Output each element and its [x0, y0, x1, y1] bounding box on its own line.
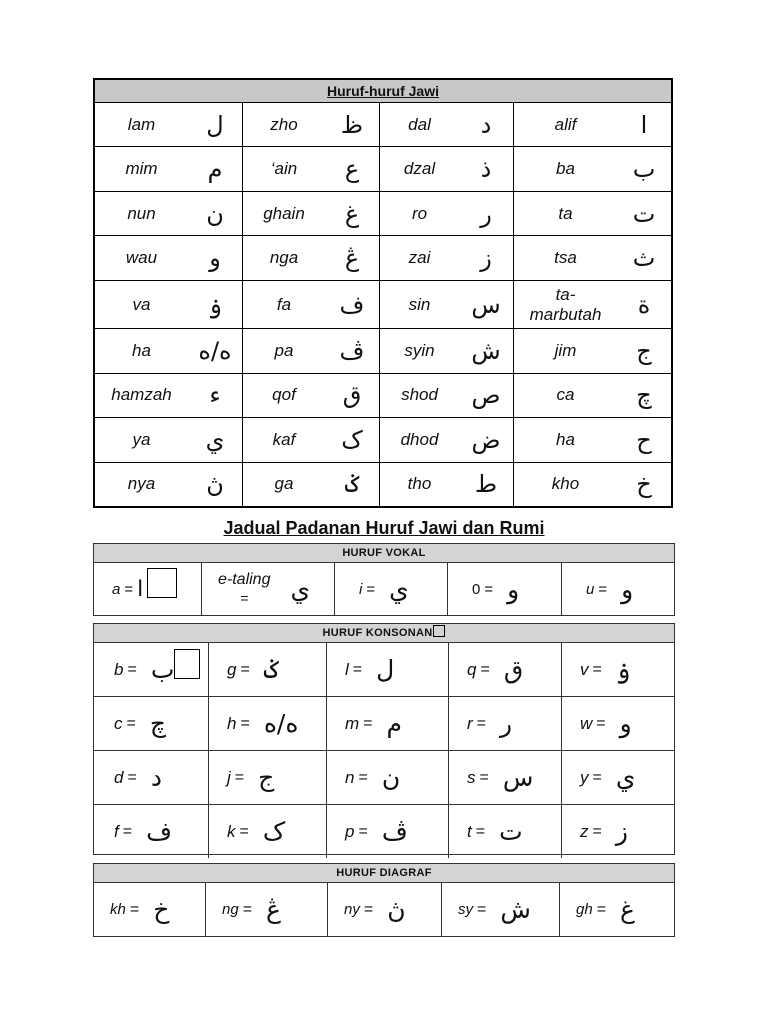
rumi-name: ro [411, 203, 428, 223]
consonant-jawi: ق [503, 655, 524, 684]
rumi-name: syin [404, 341, 435, 361]
jawi-letter: و [209, 243, 221, 272]
equals-sign: = [480, 660, 490, 678]
equals-sign: = [122, 822, 133, 840]
digraph-table [93, 863, 675, 937]
jawi-letter-cell [514, 236, 671, 279]
equals-sign: = [124, 580, 134, 598]
equals-sign: = [596, 714, 606, 732]
consonant-header [94, 624, 674, 643]
consonant-cell [327, 751, 449, 804]
jawi-letter: ب [632, 155, 656, 184]
rumi-name: pa [274, 341, 294, 361]
consonant-jawi: ه/ه [263, 709, 299, 738]
consonant-cell [449, 643, 562, 696]
equals-sign: = [127, 768, 137, 786]
consonant-cell [562, 643, 674, 696]
empty-box-icon [147, 568, 177, 598]
jawi-letter: ذ [480, 155, 492, 184]
rumi-name: fa [276, 294, 292, 314]
jawi-letter-cell [514, 463, 671, 506]
rumi-name: ya [132, 429, 151, 449]
empty-box-icon [433, 625, 445, 637]
jawi-letter: ي [205, 425, 225, 454]
consonant-label: s [467, 767, 476, 787]
jawi-table-row [95, 374, 671, 418]
digraph-label: ng [222, 901, 239, 918]
equals-sign: = [363, 900, 374, 918]
rumi-name: mim [125, 159, 158, 179]
digraph-cell [442, 883, 560, 936]
digraph-row [94, 883, 674, 936]
jawi-letter-cell [243, 192, 380, 235]
consonant-jawi: ۏ [615, 655, 631, 684]
consonant-jawi: م [386, 709, 402, 738]
consonant-jawi: د [150, 763, 162, 792]
jawi-letter-cell [514, 103, 671, 146]
digraph-label: ny [344, 901, 360, 918]
jawi-table-row [95, 236, 671, 280]
consonant-label: r [467, 713, 473, 733]
rumi-name: nga [269, 247, 299, 267]
consonant-cell [209, 805, 327, 858]
jawi-letter-cell [380, 418, 514, 461]
equals-sign: = [596, 900, 607, 918]
consonant-jawi: چ [149, 709, 166, 738]
equals-sign: = [352, 660, 363, 678]
jawi-letter-cell [380, 281, 514, 329]
consonant-label: k [227, 821, 236, 841]
rumi-name: nya [127, 474, 156, 494]
jawi-table-row [95, 418, 671, 462]
equals-sign: = [239, 822, 249, 840]
vowel-header: HURUF VOKAL [94, 544, 674, 563]
jawi-table-header [95, 80, 671, 103]
jawi-letter-cell [514, 329, 671, 372]
consonant-label: j [227, 767, 231, 787]
empty-box-icon [174, 649, 200, 679]
consonant-row [94, 805, 674, 858]
vowel-table [93, 543, 675, 616]
consonant-label: d [114, 767, 124, 787]
jawi-letter-cell [380, 329, 514, 372]
jawi-letter: ا [640, 110, 648, 139]
consonant-cell [327, 697, 449, 750]
jawi-letter: ف [339, 290, 365, 319]
equals-sign: = [358, 822, 368, 840]
jawi-letter-cell [243, 418, 380, 461]
digraph-cell [206, 883, 328, 936]
jawi-letter-cell [243, 463, 380, 506]
jawi-table-row [95, 103, 671, 147]
rumi-name: tsa [554, 247, 577, 267]
jawi-letter: س [471, 290, 501, 319]
consonant-cell [327, 643, 449, 696]
jawi-letter: م [207, 155, 223, 184]
jawi-table-row [95, 329, 671, 373]
rumi-name: tho [407, 474, 432, 494]
digraph-label: kh [110, 901, 126, 918]
rumi-name: ha [556, 429, 575, 449]
rumi-name: ba [556, 159, 575, 179]
jawi-letter: ه/ه [198, 337, 232, 366]
consonant-cell [94, 805, 209, 858]
jawi-letter: ڠ [344, 243, 360, 272]
consonant-jawi: ت [499, 817, 523, 846]
consonant-jawi: ر [500, 709, 513, 738]
consonant-cell [449, 697, 562, 750]
jawi-letter-cell [95, 103, 243, 146]
rumi-name: jim [554, 341, 577, 361]
consonant-label: f [114, 821, 119, 841]
digraph-jawi: خ [153, 895, 170, 924]
equals-sign: = [242, 900, 253, 918]
vowel-cell [562, 563, 674, 615]
rumi-name: dzal [403, 159, 436, 179]
vowel-jawi: ا [137, 576, 144, 602]
equals-sign: = [240, 660, 250, 678]
jawi-letter-cell [380, 374, 514, 417]
equals-sign: = [234, 768, 245, 786]
jawi-letter-cell [514, 374, 671, 417]
jawi-letter: ت [632, 199, 656, 228]
equals-sign: = [129, 900, 140, 918]
jawi-letter: خ [636, 470, 652, 499]
rumi-name: nun [127, 203, 156, 223]
jawi-letter: ڽ [206, 470, 224, 499]
rumi-name: kho [551, 474, 580, 494]
rumi-name: dhod [400, 429, 439, 449]
consonant-header-text: HURUF KONSONAN [322, 627, 433, 639]
vowel-label: a [112, 580, 121, 598]
jawi-table-title: Huruf-huruf Jawi [327, 83, 439, 99]
jawi-letter: چ [636, 381, 652, 410]
jawi-letter: ج [636, 337, 652, 366]
consonant-jawi: س [502, 763, 534, 792]
jawi-letter-cell [95, 192, 243, 235]
vowel-jawi: ي [389, 574, 409, 604]
digraph-cell [328, 883, 442, 936]
vowel-label: e-taling [218, 571, 271, 588]
jawi-letter-cell [243, 329, 380, 372]
consonant-label: p [345, 821, 355, 841]
consonant-cell [562, 697, 674, 750]
consonant-label: h [227, 713, 237, 733]
rumi-name: ca [556, 385, 575, 405]
vowel-label-etaling [218, 571, 270, 607]
equals-sign: = [126, 714, 136, 732]
jawi-letter: غ [344, 199, 360, 228]
consonant-label: t [467, 821, 472, 841]
consonant-jawi: ف [146, 817, 172, 846]
jawi-table-row [95, 147, 671, 191]
rumi-name: ta [558, 203, 573, 223]
rumi-name: hamzah [111, 385, 172, 405]
consonant-label: l [345, 659, 349, 679]
consonant-jawi: ي [615, 763, 636, 792]
equals-sign: = [240, 590, 249, 606]
equals-sign: = [127, 660, 137, 678]
jawi-letter: ڤ [339, 337, 365, 366]
consonant-cell [94, 751, 209, 804]
jawi-letter-cell [95, 463, 243, 506]
digraph-jawi: ڠ [266, 895, 281, 924]
jawi-table-row [95, 281, 671, 330]
consonant-cell [94, 643, 209, 696]
digraph-header: HURUF DIAGRAF [94, 864, 674, 883]
jawi-letter: ع [344, 155, 360, 184]
digraph-label: sy [458, 901, 473, 918]
rumi-name: ‘ain [270, 159, 298, 179]
rumi-name: alif [554, 114, 577, 134]
jawi-letter: ط [474, 470, 498, 499]
rumi-name: ghain [263, 203, 305, 223]
consonant-jawi: ن [381, 763, 401, 792]
jawi-letter: ش [471, 337, 501, 366]
jawi-letter-cell [243, 103, 380, 146]
consonant-cell [562, 805, 674, 858]
equals-sign: = [475, 822, 486, 840]
jawi-table-row [95, 192, 671, 236]
equals-sign: = [477, 900, 487, 918]
jawi-letter-cell [95, 418, 243, 461]
consonant-label: q [467, 659, 477, 679]
consonant-table [93, 623, 675, 855]
consonant-jawi: ز [615, 817, 628, 846]
rumi-name: lam [127, 114, 156, 134]
rumi-name: ga [274, 474, 294, 494]
equals-sign: = [358, 768, 368, 786]
jawi-letter-cell [95, 147, 243, 190]
jawi-letter-cell [95, 329, 243, 372]
consonant-label: y [580, 767, 589, 787]
rumi-name: ha [132, 341, 151, 361]
jawi-letter-cell [380, 192, 514, 235]
vowel-jawi: و [621, 574, 634, 604]
rumi-name: shod [401, 385, 438, 405]
consonant-jawi: ب [150, 655, 175, 684]
equals-sign: = [476, 714, 487, 732]
jawi-letter: ة [637, 290, 651, 319]
jawi-letter: ق [342, 381, 362, 410]
consonant-label: w [580, 713, 593, 733]
consonant-label: c [114, 713, 123, 733]
equals-sign: = [484, 580, 494, 598]
consonant-label: z [580, 821, 589, 841]
jawi-letter-cell [95, 236, 243, 279]
digraph-cell [94, 883, 206, 936]
page-title: Jadual Padanan Huruf Jawi dan Rumi [223, 518, 545, 538]
vowel-jawi: ي [290, 574, 311, 604]
rumi-name: sin [408, 294, 431, 314]
vowel-jawi: و [507, 574, 520, 604]
consonant-cell [327, 805, 449, 858]
jawi-letter-cell [95, 374, 243, 417]
jawi-letter-cell [243, 374, 380, 417]
jawi-letter: ۏ [207, 290, 223, 319]
consonant-cell [562, 751, 674, 804]
consonant-cell [209, 751, 327, 804]
jawi-letter-cell [380, 463, 514, 506]
jawi-letter: ض [471, 425, 501, 454]
digraph-jawi: ڽ [387, 895, 406, 924]
jawi-letter-cell [380, 103, 514, 146]
jawi-letter: د [480, 110, 492, 139]
consonant-jawi: ڤ [381, 817, 408, 846]
jawi-letter: ظ [340, 110, 364, 139]
jawi-letter-cell [243, 236, 380, 279]
consonant-jawi: ل [376, 655, 395, 684]
rumi-name: ta- marbutah [529, 284, 602, 324]
rumi-name: zho [270, 114, 298, 134]
rumi-name: va [132, 294, 151, 314]
jawi-table-row [95, 463, 671, 506]
digraph-jawi: غ [620, 895, 635, 924]
consonant-jawi: ݢ [263, 655, 279, 684]
vowel-cell [94, 563, 202, 615]
consonant-label: v [580, 659, 589, 679]
equals-sign: = [592, 822, 602, 840]
equals-sign: = [598, 580, 608, 598]
jawi-letter-cell [514, 192, 671, 235]
consonant-rows [94, 643, 674, 858]
jawi-letter: ث [632, 243, 656, 272]
rumi-name: kaf [272, 429, 296, 449]
consonant-cell [209, 697, 327, 750]
equals-sign: = [240, 714, 250, 732]
consonant-cell [209, 643, 327, 696]
jawi-letter: ر [480, 199, 492, 228]
consonant-label: n [345, 767, 355, 787]
equals-sign: = [366, 580, 376, 598]
jawi-letter: ء [209, 381, 221, 410]
vowel-label: u [586, 580, 595, 598]
consonant-jawi: ک [262, 817, 286, 846]
rumi-name: qof [272, 385, 296, 405]
consonant-row [94, 697, 674, 751]
jawi-letters-table [93, 78, 673, 508]
jawi-letter: ز [480, 243, 492, 272]
jawi-table-grid [95, 103, 671, 506]
equals-sign: = [363, 714, 373, 732]
jawi-letter-cell [514, 418, 671, 461]
jawi-letter: ݢ [344, 470, 360, 499]
consonant-jawi: و [619, 709, 632, 738]
consonant-row [94, 751, 674, 805]
jawi-letter: ن [206, 199, 224, 228]
rumi-name: wau [125, 247, 158, 267]
digraph-label: gh [576, 901, 593, 918]
consonant-cell [449, 805, 562, 858]
equals-sign: = [479, 768, 489, 786]
vowel-cell [202, 563, 335, 615]
jawi-letter-cell [380, 147, 514, 190]
jawi-letter-cell [243, 147, 380, 190]
vowel-label: i [359, 580, 363, 598]
equals-sign: = [592, 660, 602, 678]
consonant-jawi: ج [258, 763, 275, 792]
rumi-name: dal [408, 114, 431, 134]
vowel-cell [448, 563, 562, 615]
jawi-letter: ح [636, 425, 652, 454]
jawi-letter-cell [514, 147, 671, 190]
consonant-row [94, 643, 674, 697]
digraph-jawi: ش [500, 895, 531, 924]
jawi-letter-cell [514, 281, 671, 329]
consonant-cell [449, 751, 562, 804]
rumi-name: zai [408, 247, 431, 267]
equals-sign: = [592, 768, 602, 786]
vowel-cell [335, 563, 448, 615]
consonant-label: m [345, 713, 360, 733]
consonant-label: b [114, 659, 124, 679]
vowel-row [94, 563, 674, 615]
digraph-cell [560, 883, 674, 936]
consonant-label: g [227, 659, 237, 679]
jawi-letter-cell [243, 281, 380, 329]
vowel-label: 0 [472, 580, 481, 598]
jawi-letter-cell [380, 236, 514, 279]
jawi-letter: ص [471, 381, 501, 410]
jawi-letter: ک [341, 425, 363, 454]
jawi-letter-cell [95, 281, 243, 329]
consonant-cell [94, 697, 209, 750]
jawi-letter: ل [206, 110, 224, 139]
